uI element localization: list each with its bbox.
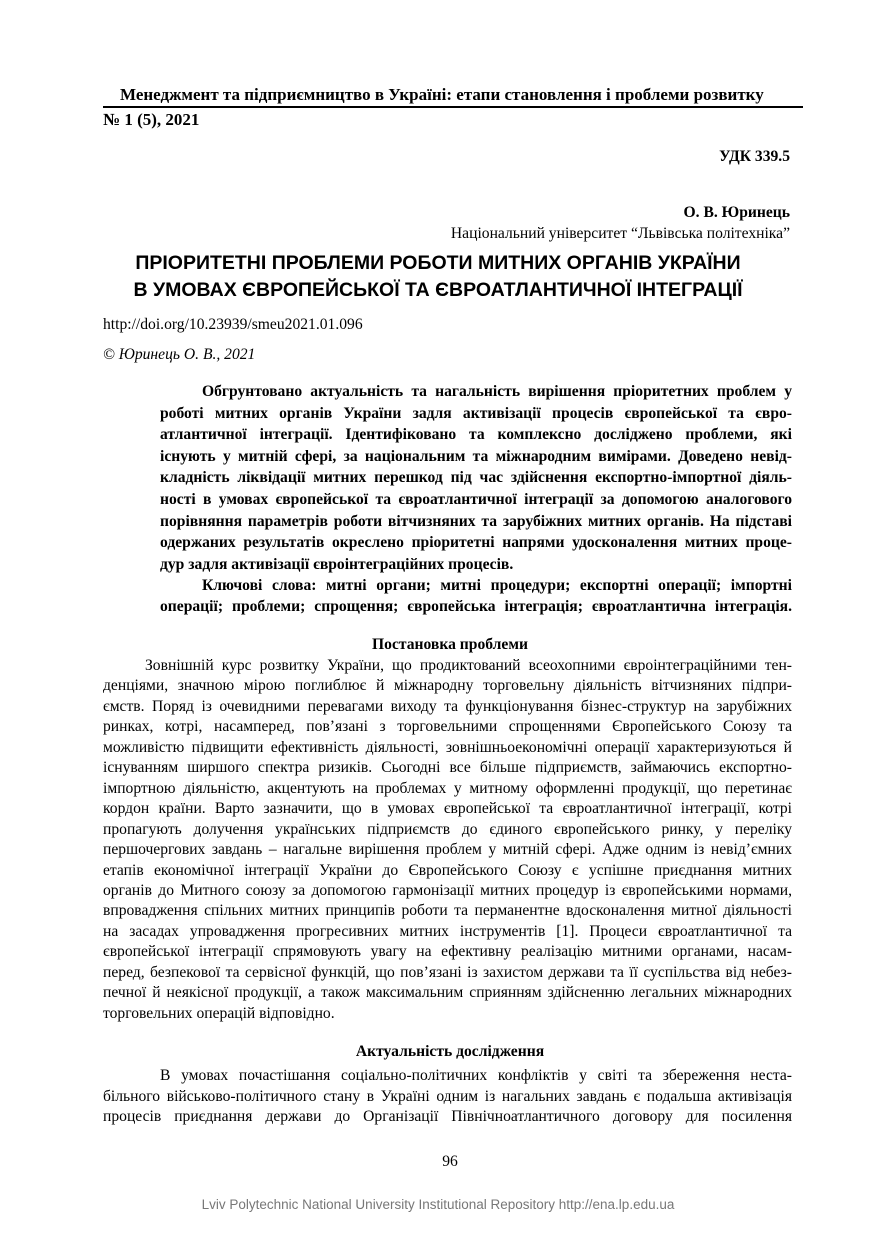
issue-number: № 1 (5), 2021 xyxy=(103,110,200,129)
text-line: одержаних результатів окреслено пріоритетні напрями удосконалення митних проце- xyxy=(160,534,792,552)
section-heading-problem: Постановка проблеми xyxy=(372,636,528,653)
text-line: атлантичної інтеграції. Ідентифіковано та комплексно досліджено проблеми, які xyxy=(160,426,792,444)
header-rule xyxy=(103,106,803,108)
copyright: © Юринець О. В., 2021 xyxy=(103,346,256,363)
page-number: 96 xyxy=(442,1153,458,1170)
text-line: Зовнішній курс розвитку України, що продиктований всеохопними євроінтеграційними тен- xyxy=(145,657,792,674)
article-title-line-2: В УМОВАХ ЄВРОПЕЙСЬКОЇ ТА ЄВРОАТЛАНТИЧНОЇ ІНТЕГРАЦІЇ xyxy=(133,279,743,301)
text-line: кладність ліквідації митних перешкод під час здійснення експортно-імпортної діяль- xyxy=(160,469,792,487)
text-line: дур задля активізації євроінтеграційних процесів. xyxy=(160,555,514,573)
text-line: органів до Митного союзу за допомогою гармонізації митних процедур із європейськими нормами, xyxy=(103,881,792,899)
text-line: порівняння параметрів роботи вітчизняних та зарубіжних митних органів. На підставі xyxy=(160,512,792,530)
text-line: першочергових завдань – нагальне вирішення проблем у митній сфері. Адже одним із невід’ємних xyxy=(103,841,792,859)
text-line: ємств. Поряд із очевидними перевагами виходу та функціонування бізнес-структур на зарубіжних xyxy=(103,697,792,715)
text-line: ринках, котрі, насамперед, пов’язані з торговельними спрощеннями Європейського Союзу та xyxy=(103,718,792,736)
text-line: денціями, значною мірою поглиблює й міжнародну торговельну діяльність вітчизняних підпри- xyxy=(103,677,792,695)
text-line: Ключові слова: митні органи; митні процедури; експортні операції; імпортні xyxy=(202,577,792,594)
text-line: перед, безпекової та сервісної функцій, що пов’язані із захистом держави та її суспільства від небез- xyxy=(103,963,792,981)
doi-link[interactable]: http://doi.org/10.23939/smeu2021.01.096 xyxy=(103,316,363,333)
repository-footer: Lviv Polytechnic National University Institutional Repository http://ena.lp.edu.ua xyxy=(201,1197,675,1212)
text-line: пропагують долучення українських підприємств до єдиного європейського ринку, у переліку xyxy=(103,820,792,838)
text-line: процесів приєднання держави до Організації Північноатлантичного договору для посилення xyxy=(103,1108,792,1126)
text-line: кордон країни. Варто зазначити, що в умовах європейської та євроатлантичної інтеграції, котрі xyxy=(103,800,792,818)
udc-code: УДК 339.5 xyxy=(719,148,790,165)
text-line: на засадах упровадження прогресивних митних інструментів [1]. Процеси євроатлантичної та xyxy=(103,922,792,940)
text-line: більного військово-політичного стану в Україні одним із нагальних завдань є подальша активізація xyxy=(103,1087,792,1105)
text-line: впровадження спільних митних принципів роботи та перманентне вдосконалення митної діяльності xyxy=(103,902,792,920)
text-line: В умовах почастішання соціально-політичних конфліктів у світі та збереження неста- xyxy=(160,1067,792,1084)
text-line: операції; проблеми; спрощення; європейська інтеграція; євроатлантична інтеграція. xyxy=(160,597,792,615)
author-affiliation: Національний університет “Львівська політехніка” xyxy=(450,225,790,242)
journal-header: Менеджмент та підприємництво в Україні: етапи становлення і проблеми розвитку xyxy=(120,85,764,104)
text-line: торговельних операцій відповідно. xyxy=(103,1004,335,1022)
section-heading-relevance: Актуальність дослідження xyxy=(355,1043,545,1060)
text-line: печної й неякісної продукції, а також максимальним сприянням здійсненню легальних міжнародних xyxy=(103,984,792,1002)
text-line: європейської інтеграції спрямовують увагу на ефективну реалізацію митними органами, насам- xyxy=(103,943,792,961)
text-line: можливістю підвищити ефективність діяльності, зовнішньоекономічні операції характеризуються й xyxy=(103,738,792,756)
text-line: етапів економічної інтеграції України до Європейського Союзу є успішне приєднання митних xyxy=(103,861,792,879)
text-line: існуванням ширшого спектра ризиків. Сьогодні все більше підприємств, займаючись експортно- xyxy=(103,759,792,777)
article-title-line-1: ПРІОРИТЕТНІ ПРОБЛЕМИ РОБОТИ МИТНИХ ОРГАНІВ УКРАЇНИ xyxy=(135,252,741,274)
text-line: ності в умовах європейської та євроатлантичної інтеграції за допомогою аналогового xyxy=(160,491,792,508)
text-line: імпортною діяльністю, акцентують на проблемах у митному оформленні продукції, що перетинає xyxy=(103,779,792,797)
text-line: роботі митних органів України задля активізації процесів європейської та євро- xyxy=(160,404,792,422)
author-name: О. В. Юринець xyxy=(683,204,790,221)
text-line: існують у митній сфері, за національним та міжнародним вимірами. Доведено невід- xyxy=(160,447,792,465)
text-line: Обгрунтовано актуальність та нагальність вирішення пріоритетних проблем у xyxy=(202,383,792,400)
